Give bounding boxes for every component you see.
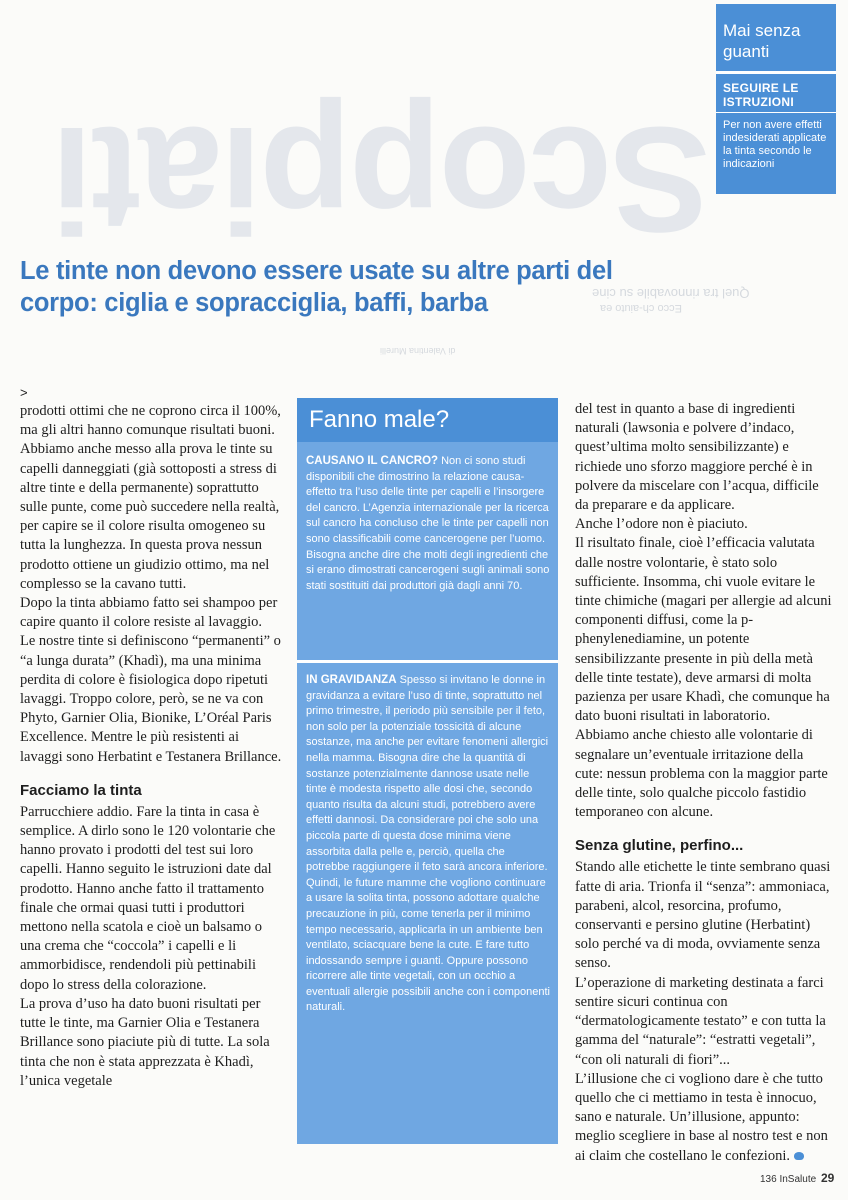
info-box-section-title: IN GRAVIDANZA xyxy=(306,674,397,686)
info-box-section xyxy=(306,673,551,1016)
sidebar-rule xyxy=(716,112,836,113)
info-box-title: Fanno male? xyxy=(297,398,558,442)
article-end-icon xyxy=(794,1152,804,1160)
paragraph: Anche l’odore non è piaciuto. xyxy=(575,516,748,533)
paragraph-last xyxy=(575,1070,833,1166)
sidebar-box xyxy=(716,4,836,194)
paragraph: Il risultato finale, cioè l’efficacia valutata dalle nostre volontarie, è stato solo sufficiente. Insomma, chi vuole evitare le tinte chimiche (magari per allergie ad alcuni componenti diffusi, come la p-phenylenediamine, un potente sensibilizzante presente in più della metà delle tinte testate), deve armarsi di molta pazienza per usare Khadì, che comunque ha dato buoni risultati in laboratorio. xyxy=(575,535,832,725)
info-box-section-title: CAUSANO IL CANCRO? xyxy=(306,455,439,467)
info-box-section-text: Non ci sono studi disponibili che dimostrino la relazione causa-effetto tra l’uso delle tinte per capelli e l’insorgere del cancro. L’Agenzia internazionale per la ricerca sul cancro ha concluso che le tinte per capelli non sono classificabili come cancerogene per l’uomo. Bisogna anche dire che molti degli ingredienti che si erano dimostrati cancerogeni sugli animali sono stati sostituiti dai produttori già dagli anni 70. xyxy=(306,455,550,592)
page-footer xyxy=(760,1171,834,1185)
background-ghost-line: Ecco ch-aiuto ea xyxy=(600,302,682,314)
info-box-section xyxy=(306,454,551,594)
column-3 xyxy=(575,400,833,1166)
background-ghost-byline: di Valentina Murelli xyxy=(380,346,456,356)
sidebar-subtitle: SEGUIRE LE ISTRUZIONI xyxy=(723,81,799,109)
paragraph: Dopo la tinta abbiamo fatto sei shampoo per capire quanto il colore resiste al lavaggio. xyxy=(20,595,278,631)
paragraph-text: L’illusione che ci vogliono dare è che tutto quello che ci mettiamo in testa è innocuo, sano e naturale. Un’illusione, appunto: meglio scegliere in base al nostro test e non ai claim che costellano le confezioni. xyxy=(575,1070,828,1164)
sidebar-body: Per non avere effetti indesiderati applicate la tinta secondo le indicazioni xyxy=(723,119,827,170)
paragraph: Le nostre tinte si definiscono “permanenti” o “a lunga durata” (Khadì), ma una minima perdita di colore è fisiologica dopo ripetuti lavaggi. Troppo colore, però, se ne va con Phyto, Garnier Olia, Bionike, L’Oréal Paris Excellence. Mentre le più resistenti ai lavaggi sono Herbatint e Testanera Brillance. xyxy=(20,633,282,765)
paragraph: Stando alle etichette le tinte sembrano quasi fatte di aria. Trionfa il “senza”: ammoniaca, parabeni, alcol, resorcina, profumo, conservanti e persino glutine (Herbatint) solo perché va di moda, ovviamente senza senso. xyxy=(575,859,831,972)
paragraph: prodotti ottimi che ne coprono circa il 100%, ma gli altri hanno comunque risultati buoni. xyxy=(20,403,281,439)
info-box-section-text: Spesso si invitano le donne in gravidanza a evitare l’uso di tinte, soprattutto nel primo trimestre, il periodo più sensibile per il feto, non solo per la potenziale tossicità di alcune sostanze, ma anche per evitare fenomeni allergici nella mamma. Bisogna dire che la quantità di sostanze potenzialmente dannose usate nelle tinte è modesta rispetto alle dosi che, secondo quanto risulta da alcuni studi, potrebbero avere effetti dannosi. Da considerare poi che solo una piccola parte di questa dose minima viene assorbita dalla pelle e, perciò, quella che potrebbe raggiungere il feto sarà ancora inferiore. Quindi, le future mamme che vogliono continuare a usare la solita tinta, possono adottare qualche precauzione in più, come tenerla per il minimo tempo necessario, applicarla in un ambiente ben ventilato, sciacquare bene la cute. E fare tutto indossando sempre i guanti. Oppure possono ricorrere alle tinte vegetali, con un occhio a eventuali allergie possibili anche con i componenti naturali. xyxy=(306,674,550,1014)
page-number: 29 xyxy=(820,1171,835,1185)
paragraph: Abbiamo anche messo alla prova le tinte su capelli danneggiati (già sottoposti a stress di altre tinte e della permanente) soprattutto sulle punte, come può succedere nella realtà, per capire se il colore risulta omogeneo su tutta la lunghezza. In questa prova nessun prodotto ottiene un giudizio ottimo, ma nel complesso se la cavano tutti. xyxy=(20,441,280,592)
section-heading: Facciamo la tinta xyxy=(20,781,142,799)
article-headline: Le tinte non devono essere usate su altre parti del corpo: ciglia e sopracciglia, baffi, barba xyxy=(20,257,613,317)
info-box xyxy=(297,398,558,1144)
sidebar-divider xyxy=(716,71,836,74)
sidebar-title: Mai senza guanti xyxy=(723,21,801,61)
info-box-divider xyxy=(297,660,558,663)
paragraph: L’operazione di marketing destinata a farci sentire sicuri continua con “dermatologicamente testato” e con tutta la gamma del “naturale”: “estratti vegetali”, “con oli naturali di fiori”... xyxy=(575,974,826,1068)
paragraph: La prova d’uso ha dato buoni risultati per tutte le tinte, ma Garnier Olia e Testanera Brillance sono piaciute più di tutte. La sola tinta che non è stata apprezzata è Khadì, l’unica vegetale xyxy=(20,995,270,1089)
background-title: Scoppiati xyxy=(52,96,710,264)
section-heading: Senza glutine, perfino... xyxy=(575,837,744,855)
footer-issue: 136 InSalute xyxy=(760,1174,817,1185)
continuation-arrow: > xyxy=(20,385,28,400)
paragraph: Abbiamo anche chiesto alle volontarie di segnalare un’eventuale irritazione della cute: nessun problema con la maggior parte delle tinte, solo qualche piccolo fastidio temporaneo con alcune. xyxy=(575,727,828,821)
paragraph: Parrucchiere addio. Fare la tinta in casa è semplice. A dirlo sono le 120 volontarie che hanno provato i prodotti del test sui loro capelli. Hanno seguito le istruzioni date dal prodotto. Hanno anche fatto il trattamento finale che ormai quasi tutti i produttori mettono nella scatola e cioè un balsamo o una crema che “coccola” i capelli e li ammorbidisce, rendendoli più pettinabili dopo lo stress della colorazione. xyxy=(20,803,276,993)
background-ghost-line: Quel tra rinnovabile su cine xyxy=(592,286,750,301)
column-1 xyxy=(20,384,282,1091)
paragraph: del test in quanto a base di ingredienti naturali (lawsonia e polvere d’indaco, quest’ultima molto sensibilizzante) e richiede uno sforzo maggiore perché è in polvere da miscelare con l’acqua, difficile da preparare e da applicare. xyxy=(575,401,819,514)
